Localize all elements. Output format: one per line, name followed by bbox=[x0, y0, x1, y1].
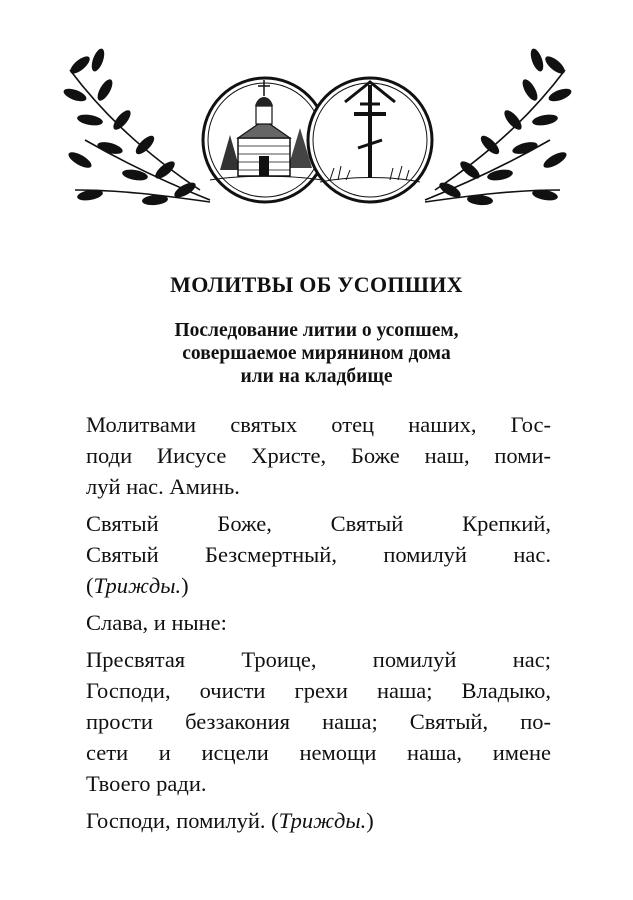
cross-icon bbox=[308, 78, 432, 202]
note-bracket: ) bbox=[366, 808, 374, 833]
rubric-note: Трижды. bbox=[278, 808, 367, 833]
subtitle-line: или на кладбище bbox=[240, 366, 393, 387]
text-line bbox=[86, 570, 551, 601]
note-bracket: ) bbox=[181, 573, 189, 598]
page-title: МОЛИТВЫ ОБ УСОПШИХ bbox=[170, 272, 463, 297]
text-line: Твоего ради. bbox=[86, 771, 207, 796]
prayer-text-run: Господи, помилуй. ( bbox=[86, 808, 279, 833]
text-line: Святый Боже, Святый Крепкий, bbox=[86, 511, 551, 536]
section-subtitle bbox=[0, 319, 633, 388]
subtitle-line: совершаемое мирянином дома bbox=[182, 343, 451, 364]
note-bracket: ( bbox=[86, 573, 94, 598]
text-line bbox=[86, 805, 551, 836]
text-line: прости беззакония наша; Святый, по- bbox=[86, 709, 551, 734]
text-line: луй нас. Аминь. bbox=[86, 474, 240, 499]
prayer-paragraph bbox=[86, 805, 551, 836]
prayer-paragraph bbox=[86, 607, 551, 638]
text-line: сети и исцели немощи наша, имене bbox=[86, 740, 551, 765]
text-line: Пресвятая Троице, помилуй нас; bbox=[86, 647, 551, 672]
prayer-paragraph bbox=[86, 644, 551, 799]
header-ornament bbox=[60, 40, 575, 215]
text-line: Святый Безсмертный, помилуй нас. bbox=[86, 542, 551, 567]
prayer-text bbox=[86, 409, 551, 842]
prayer-paragraph bbox=[86, 409, 551, 502]
text-line: Молитвами святых отец наших, Гос- bbox=[86, 412, 551, 437]
text-line: Слава, и ныне: bbox=[86, 610, 227, 635]
prayer-paragraph bbox=[86, 508, 551, 601]
text-line: поди Иисусе Христе, Боже наш, поми- bbox=[86, 443, 551, 468]
subtitle-line: Последование литии о усопшем, bbox=[174, 320, 459, 341]
text-line: Господи, очисти грехи наша; Владыко, bbox=[86, 678, 551, 703]
rubric-note: Трижды. bbox=[93, 573, 182, 598]
